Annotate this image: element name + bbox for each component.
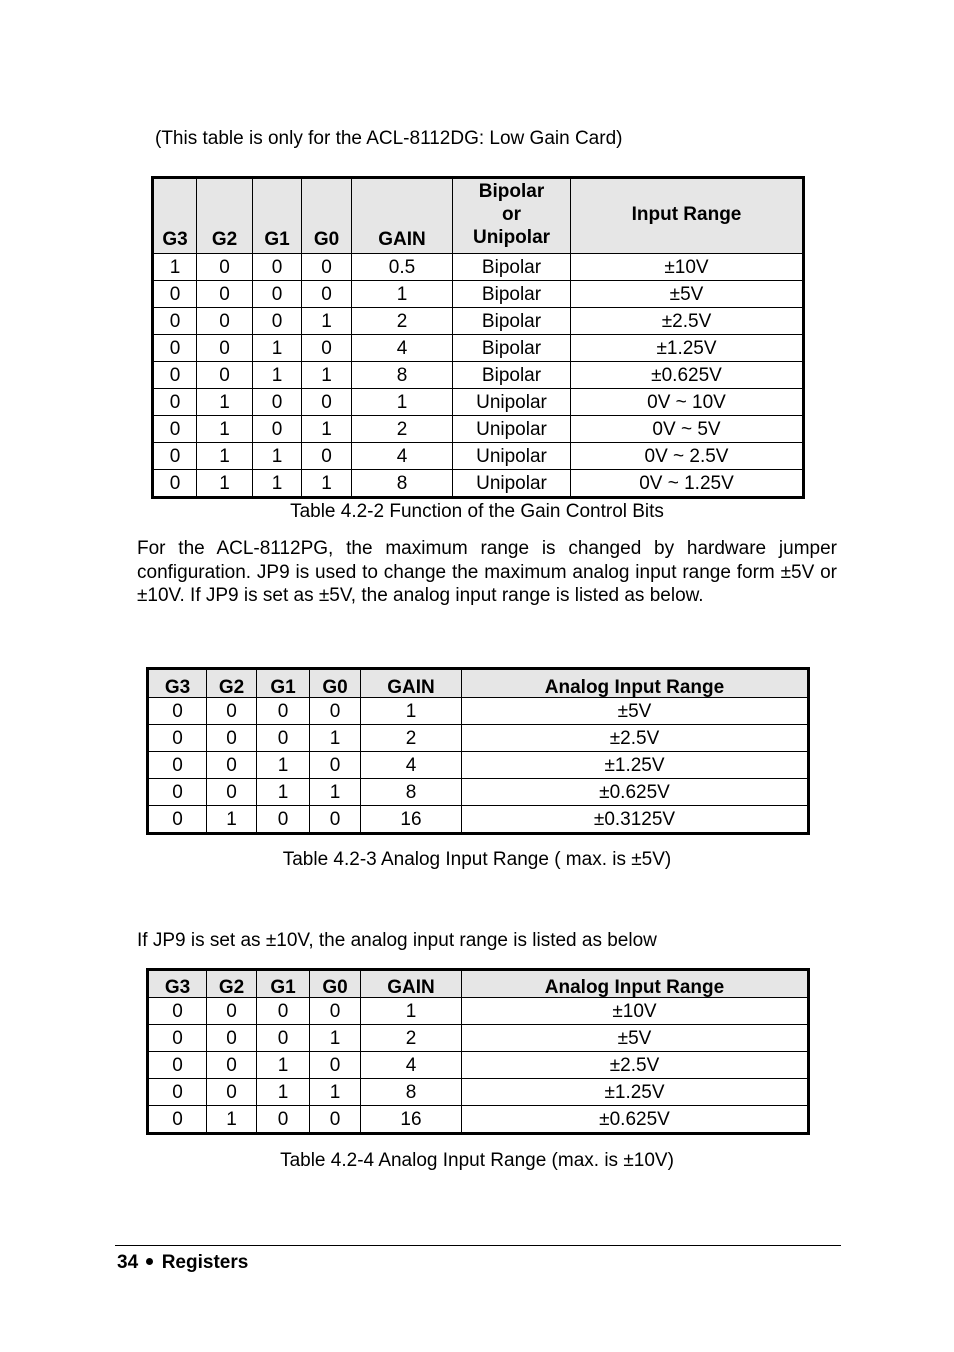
table-cell: ±0.3125V — [462, 806, 809, 834]
table-row — [148, 998, 809, 1025]
table-cell: ±1.25V — [462, 752, 809, 779]
table-cell: 0 — [148, 725, 207, 752]
table-cell: 1 — [257, 752, 310, 779]
table-cell: 1 — [207, 806, 257, 834]
table-cell: 4 — [361, 752, 462, 779]
table-cell: ±0.625V — [462, 1106, 809, 1134]
table-cell: 0 — [257, 698, 310, 725]
table-cell: 0 — [207, 1052, 257, 1079]
table-cell: 1 — [310, 779, 361, 806]
header-g0: G0 — [310, 669, 361, 698]
table-cell: ±2.5V — [571, 308, 804, 335]
table-header-row — [153, 178, 804, 254]
table-cell: 0 — [153, 335, 197, 362]
table-cell: 1 — [310, 1025, 361, 1052]
analog-input-range-10v-table — [146, 968, 810, 1135]
table-cell: 0 — [257, 1025, 310, 1052]
table-cell: 0 — [153, 416, 197, 443]
table-cell: 1 — [197, 416, 253, 443]
table-cell: 0 — [207, 779, 257, 806]
table-row — [153, 470, 804, 498]
table-cell: 0 — [197, 281, 253, 308]
table-cell: 1 — [153, 254, 197, 281]
table-caption: Table 4.2-4 Analog Input Range (max. is ±10V) — [280, 1150, 674, 1171]
table-cell: 2 — [352, 416, 453, 443]
header-g1: G1 — [257, 970, 310, 998]
table-cell: ±5V — [571, 281, 804, 308]
table-cell: 0 — [310, 1052, 361, 1079]
table-cell: Unipolar — [453, 443, 571, 470]
table-body — [148, 998, 809, 1134]
table-cell: 1 — [207, 1106, 257, 1134]
table-cell: 0 — [257, 998, 310, 1025]
page-footer — [117, 1252, 248, 1274]
table-cell: 1 — [257, 1079, 310, 1106]
table-row — [153, 281, 804, 308]
table-cell: 2 — [361, 725, 462, 752]
header-bipolar-unipolar — [453, 178, 571, 254]
table-cell: Bipolar — [453, 335, 571, 362]
table-row — [153, 389, 804, 416]
gain-control-bits-table — [151, 176, 805, 499]
table-cell: 0 — [310, 1106, 361, 1134]
table-cell: 1 — [302, 308, 352, 335]
table-cell: 1 — [253, 443, 302, 470]
table-cell: 8 — [361, 779, 462, 806]
table-header-row — [148, 669, 809, 698]
table-cell: 4 — [352, 335, 453, 362]
table-cell: 0 — [253, 389, 302, 416]
bullet-icon — [146, 1258, 153, 1265]
table-cell: ±5V — [462, 1025, 809, 1052]
table-cell: ±2.5V — [462, 725, 809, 752]
table-cell: 0 — [207, 1079, 257, 1106]
table-row — [153, 443, 804, 470]
table-row — [148, 1079, 809, 1106]
header-g2: G2 — [207, 669, 257, 698]
table-cell: 4 — [361, 1052, 462, 1079]
analog-input-range-5v-table — [146, 667, 810, 835]
table-cell: 0 — [197, 335, 253, 362]
table-cell: 0 — [148, 752, 207, 779]
header-line: or — [502, 203, 521, 225]
header-g3: G3 — [153, 178, 197, 254]
table-cell: 0 — [153, 470, 197, 498]
table-cell: 0 — [148, 1025, 207, 1052]
table-cell: 0 — [207, 752, 257, 779]
paragraph: If JP9 is set as ±10V, the analog input range is listed as below — [137, 930, 657, 951]
table-row — [148, 1106, 809, 1134]
table-cell: ±1.25V — [571, 335, 804, 362]
table-cell: 1 — [253, 362, 302, 389]
header-gain: GAIN — [361, 970, 462, 998]
table-cell: 0 — [153, 443, 197, 470]
table-cell: Unipolar — [453, 389, 571, 416]
table-cell: 0 — [310, 806, 361, 834]
table-row — [148, 1052, 809, 1079]
table-cell: 0 — [148, 779, 207, 806]
table-cell: Bipolar — [453, 362, 571, 389]
header-g3: G3 — [148, 669, 207, 698]
table-cell: ±2.5V — [462, 1052, 809, 1079]
header-g3: G3 — [148, 970, 207, 998]
table-cell: Bipolar — [453, 254, 571, 281]
table-cell: 1 — [310, 1079, 361, 1106]
table-cell: 1 — [197, 443, 253, 470]
table-header-row — [148, 970, 809, 998]
table-cell: 0V ~ 10V — [571, 389, 804, 416]
table-cell: 0 — [153, 362, 197, 389]
table-cell: 0V ~ 5V — [571, 416, 804, 443]
table-cell: 0 — [302, 254, 352, 281]
page-number: 34 — [117, 1252, 139, 1273]
table-cell: 1 — [302, 416, 352, 443]
header-g0: G0 — [310, 970, 361, 998]
table-cell: 16 — [361, 806, 462, 834]
table-cell: 0 — [148, 1052, 207, 1079]
header-gain: GAIN — [361, 669, 462, 698]
table-cell: Bipolar — [453, 308, 571, 335]
table-cell: 0 — [207, 698, 257, 725]
table-cell: ±10V — [462, 998, 809, 1025]
table-cell: 0 — [197, 362, 253, 389]
table-cell: 0 — [257, 1106, 310, 1134]
table-note: (This table is only for the ACL-8112DG: Low Gain Card) — [155, 128, 623, 149]
table-row — [148, 779, 809, 806]
table-cell: 0 — [253, 281, 302, 308]
header-g2: G2 — [207, 970, 257, 998]
table-cell: 2 — [361, 1025, 462, 1052]
table-cell: 1 — [302, 362, 352, 389]
table-cell: 0 — [257, 725, 310, 752]
table-cell: 0 — [207, 725, 257, 752]
table-cell: 8 — [352, 362, 453, 389]
table-cell: 0 — [148, 698, 207, 725]
table-cell: 1 — [302, 470, 352, 498]
header-g1: G1 — [257, 669, 310, 698]
header-g2: G2 — [197, 178, 253, 254]
table-cell: 0 — [302, 281, 352, 308]
table-cell: 1 — [253, 335, 302, 362]
table-cell: ±0.625V — [462, 779, 809, 806]
footer-rule — [115, 1245, 841, 1246]
table-cell: 1 — [197, 389, 253, 416]
table-cell: Unipolar — [453, 416, 571, 443]
table-cell: 0 — [302, 443, 352, 470]
table-row — [148, 725, 809, 752]
table-row — [153, 254, 804, 281]
table-cell: 1 — [257, 779, 310, 806]
table-cell: ±5V — [462, 698, 809, 725]
paragraph: For the ACL-8112PG, the maximum range is changed by hardware jumper configuration. JP9 is used to change the maximum analog input range form ±5V or ±10V. If JP9 is set as ±5V, the analog input range is listed as below. — [137, 538, 837, 606]
table-cell: 4 — [352, 443, 453, 470]
table-row — [153, 416, 804, 443]
table-cell: 1 — [310, 725, 361, 752]
table-cell: 0.5 — [352, 254, 453, 281]
table-cell: 1 — [361, 698, 462, 725]
table-cell: 0 — [153, 389, 197, 416]
table-cell: 0 — [207, 998, 257, 1025]
section-name: Registers — [161, 1252, 249, 1273]
table-cell: 0 — [257, 806, 310, 834]
table-cell: 0 — [310, 752, 361, 779]
header-line: Bipolar — [478, 180, 545, 202]
table-cell: ±1.25V — [462, 1079, 809, 1106]
header-line: Unipolar — [472, 226, 551, 248]
table-row — [153, 362, 804, 389]
table-cell: 1 — [257, 1052, 310, 1079]
table-body — [153, 254, 804, 498]
header-input-range: Input Range — [571, 178, 804, 254]
table-cell: 1 — [352, 389, 453, 416]
table-cell: 1 — [352, 281, 453, 308]
header-analog-input-range: Analog Input Range — [462, 669, 809, 698]
table-cell: 0 — [197, 254, 253, 281]
table-body — [148, 698, 809, 834]
header-analog-input-range: Analog Input Range — [462, 970, 809, 998]
table-cell: ±0.625V — [571, 362, 804, 389]
table-cell: 8 — [361, 1079, 462, 1106]
table-cell: 0 — [253, 254, 302, 281]
table-cell: 0 — [197, 308, 253, 335]
table-cell: 0 — [153, 281, 197, 308]
table-row — [153, 308, 804, 335]
table-cell: 1 — [197, 470, 253, 498]
table-cell: 0 — [310, 698, 361, 725]
table-cell: 8 — [352, 470, 453, 498]
table-cell: 1 — [361, 998, 462, 1025]
table-caption: Table 4.2-2 Function of the Gain Control Bits — [290, 501, 664, 522]
table-row — [148, 698, 809, 725]
table-cell: 0V ~ 1.25V — [571, 470, 804, 498]
table-row — [148, 752, 809, 779]
table-cell: 0 — [148, 1106, 207, 1134]
table-caption: Table 4.2-3 Analog Input Range ( max. is ±5V) — [282, 849, 672, 870]
table-cell: 0 — [310, 998, 361, 1025]
table-cell: 2 — [352, 308, 453, 335]
table-cell: Unipolar — [453, 470, 571, 498]
table-cell: 0 — [253, 308, 302, 335]
table-cell: 0 — [148, 1079, 207, 1106]
table-cell: Bipolar — [453, 281, 571, 308]
table-cell: 0 — [153, 308, 197, 335]
table-cell: 0 — [302, 389, 352, 416]
table-cell: 0 — [253, 416, 302, 443]
table-cell: 0 — [148, 806, 207, 834]
table-cell: 0V ~ 2.5V — [571, 443, 804, 470]
header-g1: G1 — [253, 178, 302, 254]
table-cell: 0 — [148, 998, 207, 1025]
table-cell: 0 — [302, 335, 352, 362]
header-gain: GAIN — [352, 178, 453, 254]
table-row — [148, 806, 809, 834]
table-cell: 1 — [253, 470, 302, 498]
table-cell: 16 — [361, 1106, 462, 1134]
table-cell: 0 — [207, 1025, 257, 1052]
header-g0: G0 — [302, 178, 352, 254]
table-row — [153, 335, 804, 362]
table-cell: ±10V — [571, 254, 804, 281]
table-row — [148, 1025, 809, 1052]
